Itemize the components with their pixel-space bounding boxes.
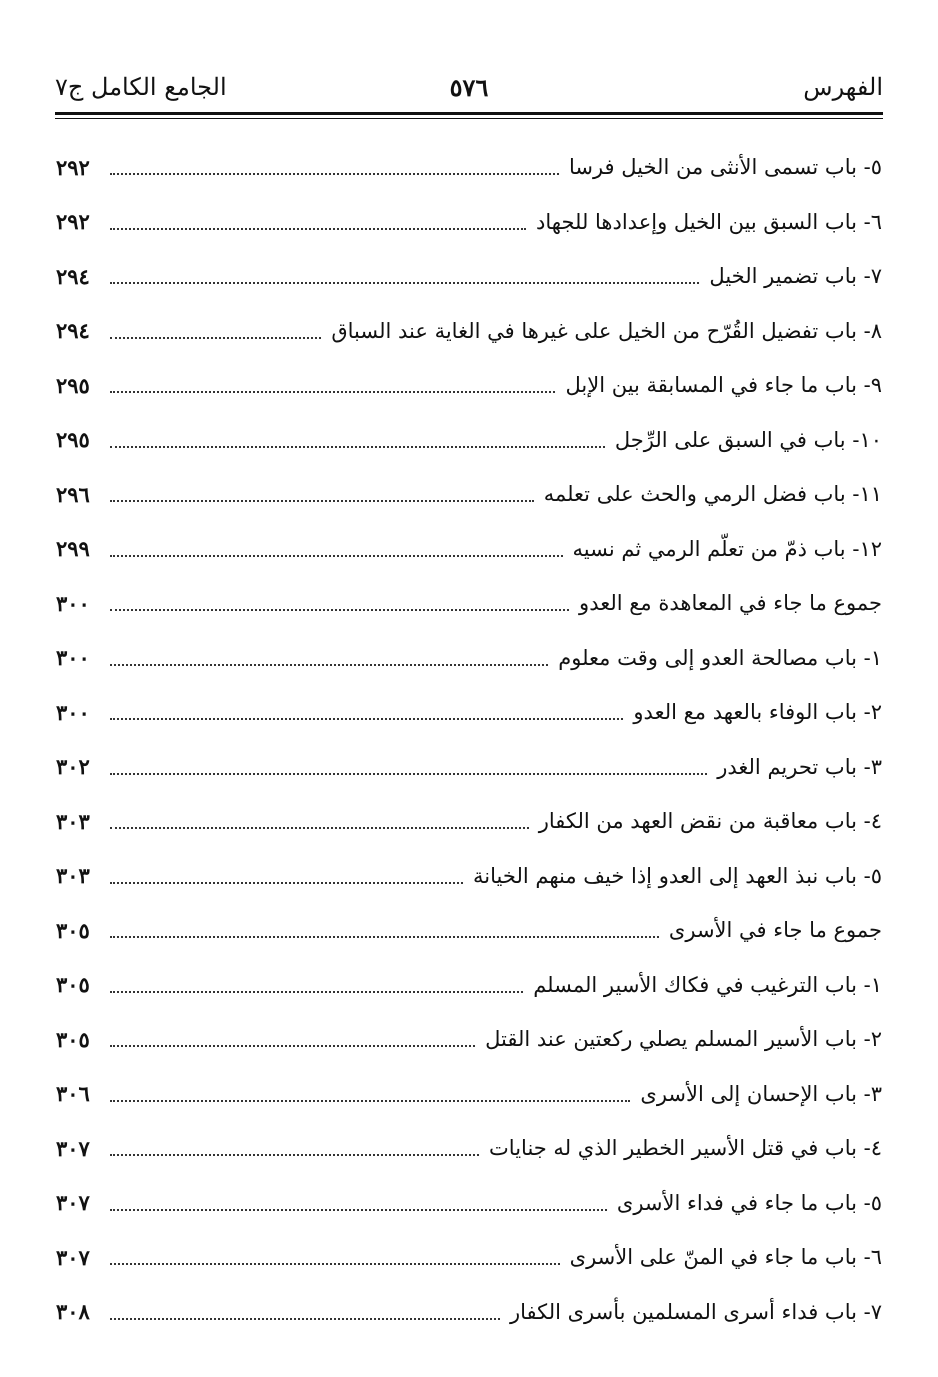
toc-entry-title: ٦- باب ما جاء في المنّ على الأسرى	[569, 1245, 882, 1270]
toc-entry-title: ١- باب مصالحة العدو إلى وقت معلوم	[558, 645, 882, 670]
dot-leader	[110, 391, 555, 393]
toc-entry-page: ٣٠٣	[56, 808, 90, 834]
dot-leader	[110, 1263, 560, 1265]
toc-entry-page: ٢٩٥	[56, 372, 90, 398]
toc-entry-title: جموع ما جاء في الأسرى	[668, 918, 882, 943]
toc-entry-page: ٣٠٣	[56, 863, 90, 889]
toc-entry-page: ٣٠٥	[56, 1026, 90, 1052]
toc-entry-page: ٢٩٥	[56, 427, 90, 453]
toc-entry-page: ٣٠٠	[56, 645, 90, 671]
dot-leader	[110, 1318, 500, 1320]
dot-leader	[110, 991, 523, 993]
dot-leader	[110, 555, 563, 557]
dot-leader	[110, 1209, 607, 1211]
toc-entry	[56, 576, 882, 631]
toc-entry-title: ٩- باب ما جاء في المسابقة بين الإبل	[565, 373, 882, 398]
toc-entry	[56, 1067, 882, 1122]
toc-entry	[56, 631, 882, 686]
toc-entry-page: ٣٠٧	[56, 1190, 90, 1216]
header-rule-thin	[55, 118, 883, 119]
toc-entry-title: ١٠- باب في السبق على الرِّجل	[614, 427, 882, 452]
toc-entry-title: ٨- باب تفضيل القُرّح من الخيل على غيرها في الغاية عند السباق	[331, 318, 882, 343]
dot-leader	[110, 1100, 630, 1102]
toc-entry-title: ٧- باب تضمير الخيل	[709, 264, 882, 289]
toc-entry	[56, 522, 882, 577]
toc-entry-page: ٢٩٩	[56, 536, 90, 562]
toc-entry-page: ٣٠٨	[56, 1299, 90, 1325]
toc-entry-title: ١٢- باب ذمّ من تعلّم الرمي ثم نسيه	[572, 536, 882, 561]
toc-entry	[56, 1121, 882, 1176]
dot-leader	[110, 718, 623, 720]
toc-entry	[56, 740, 882, 795]
dot-leader	[110, 337, 321, 339]
dot-leader	[110, 936, 659, 938]
toc-entry	[56, 849, 882, 904]
toc-entry	[56, 249, 882, 304]
dot-leader	[110, 827, 529, 829]
dot-leader	[110, 500, 534, 502]
page-header	[55, 68, 883, 106]
book-title: الجامع الكامل ج٧	[55, 73, 227, 101]
dot-leader	[110, 282, 699, 284]
toc-entry-page: ٣٠٢	[56, 754, 90, 780]
section-title: الفهرس	[803, 73, 883, 101]
dot-leader	[110, 664, 548, 666]
toc-entry	[56, 1285, 882, 1340]
toc-entry	[56, 358, 882, 413]
toc-entry	[56, 794, 882, 849]
dot-leader	[110, 882, 463, 884]
toc-entry	[56, 1176, 882, 1231]
toc-entry	[56, 958, 882, 1013]
toc-entry-title: ٧- باب فداء أسرى المسلمين بأسرى الكفار	[509, 1299, 882, 1324]
toc-entry-title: ١١- باب فضل الرمي والحث على تعلمه	[543, 482, 882, 507]
toc-entry-page: ٣٠٧	[56, 1135, 90, 1161]
toc-entry	[56, 195, 882, 250]
toc-entry-title: ٢- باب الوفاء بالعهد مع العدو	[633, 700, 882, 725]
dot-leader	[110, 1154, 479, 1156]
toc-entry-page: ٢٩٤	[56, 263, 90, 289]
toc-entry-title: ٤- باب في قتل الأسير الخطير الذي له جنايات	[489, 1136, 882, 1161]
toc-entry-title: ٥- باب نبذ العهد إلى العدو إذا خيف منهم الخيانة	[473, 863, 882, 888]
dot-leader	[110, 773, 707, 775]
toc-entry	[56, 304, 882, 359]
toc-entry-title: ١- باب الترغيب في فكاك الأسير المسلم	[533, 972, 882, 997]
toc-entry-title: ٣- باب تحريم الغدر	[717, 754, 882, 779]
toc-entry-page: ٢٩٦	[56, 481, 90, 507]
toc-entry-title: ٦- باب السبق بين الخيل وإعدادها للجهاد	[536, 209, 882, 234]
toc-entry-page: ٣٠٠	[56, 699, 90, 725]
toc-entry-title: ٥- باب ما جاء في فداء الأسرى	[616, 1190, 882, 1215]
header-rule-thick	[55, 112, 883, 115]
toc-entry	[56, 1012, 882, 1067]
toc-entry-page: ٣٠٥	[56, 917, 90, 943]
toc-entry-page: ٢٩٤	[56, 318, 90, 344]
toc-entry-title: ٣- باب الإحسان إلى الأسرى	[640, 1081, 882, 1106]
toc-entry-title: جموع ما جاء في المعاهدة مع العدو	[579, 591, 882, 616]
dot-leader	[110, 609, 569, 611]
toc-entry-title: ٥- باب تسمى الأنثى من الخيل فرسا	[568, 155, 882, 180]
toc-entry	[56, 685, 882, 740]
toc-entry	[56, 467, 882, 522]
page-number: ٥٧٦	[449, 72, 489, 102]
toc-entry-page: ٣٠٧	[56, 1244, 90, 1270]
toc-entry-page: ٣٠٥	[56, 972, 90, 998]
toc-entry-page: ٣٠٠	[56, 590, 90, 616]
dot-leader	[110, 1045, 475, 1047]
toc-entry-page: ٢٩٢	[56, 154, 90, 180]
toc-entry	[56, 1230, 882, 1285]
toc-entry	[56, 903, 882, 958]
toc-entry-page: ٢٩٢	[56, 209, 90, 235]
toc-entry-title: ٢- باب الأسير المسلم يصلي ركعتين عند القتل	[485, 1027, 882, 1052]
toc-entry	[56, 140, 882, 195]
table-of-contents	[56, 140, 882, 1339]
dot-leader	[110, 173, 559, 175]
toc-entry-title: ٤- باب معاقبة من نقض العهد من الكفار	[538, 809, 882, 834]
dot-leader	[110, 228, 526, 230]
toc-entry-page: ٣٠٦	[56, 1081, 90, 1107]
toc-entry	[56, 413, 882, 468]
dot-leader	[110, 446, 605, 448]
